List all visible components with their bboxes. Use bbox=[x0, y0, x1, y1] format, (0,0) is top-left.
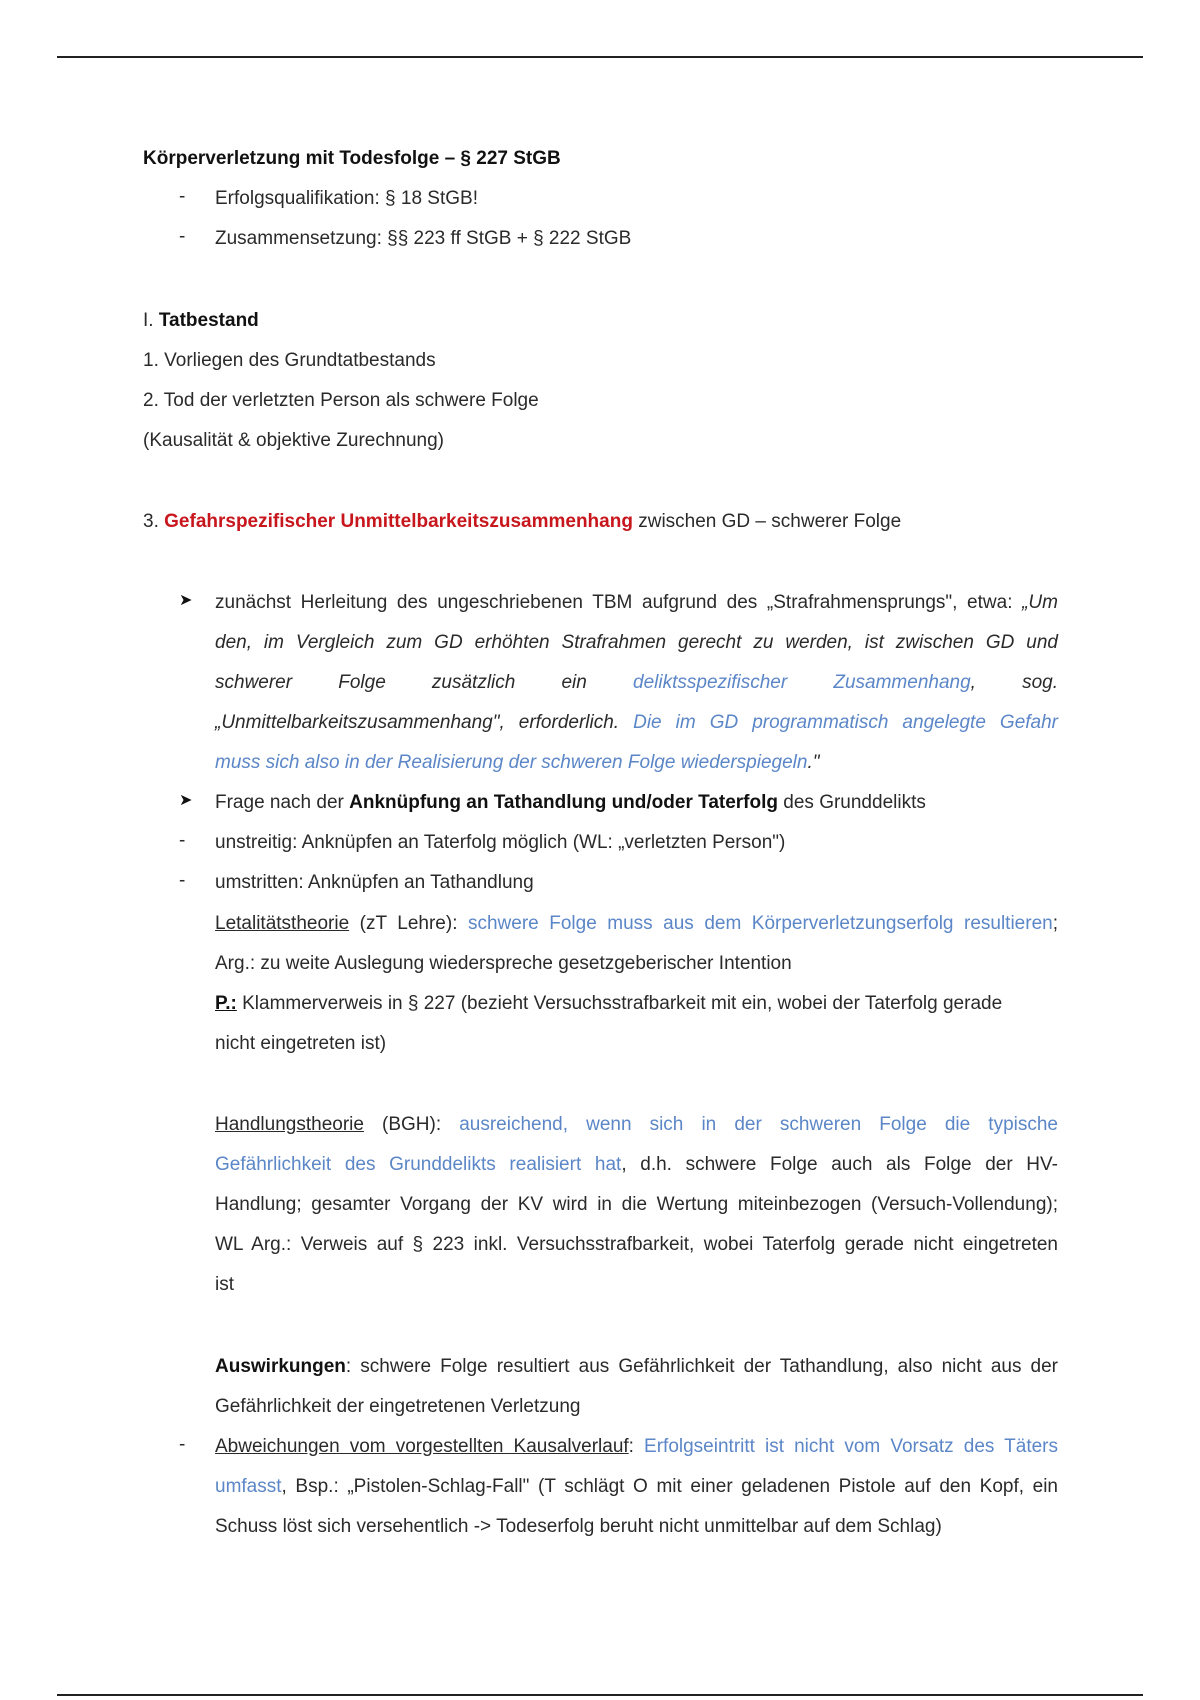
arrow-bullet-icon: ➤ bbox=[179, 592, 193, 609]
intro-item: Zusammensetzung: §§ 223 ff StGB + § 222 StGB bbox=[215, 228, 632, 249]
intro-item: Erfolgsqualifikation: § 18 StGB! bbox=[215, 188, 478, 209]
bottom-rule bbox=[57, 1694, 1143, 1696]
letal-line1: Letalitätstheorie (zT Lehre): schwere Folge muss aus dem Körperverletzungserfolg resultieren; bbox=[215, 913, 1058, 934]
letal-problem: P.: Klammerverweis in § 227 (bezieht Versuchsstrafbarkeit mit ein, wobei der Taterfolg gerade bbox=[215, 993, 1003, 1014]
arrow-bullet-icon: ➤ bbox=[179, 792, 193, 809]
dash-bullet: - bbox=[179, 226, 186, 247]
arrow1-line2: den, im Vergleich zum GD erhöhten Strafrahmen gerecht zu werden, ist zwischen GD und bbox=[215, 632, 1058, 653]
dash-bullet: - bbox=[179, 830, 186, 851]
page-heading: Körperverletzung mit Todesfolge – § 227 StGB bbox=[143, 148, 561, 169]
deviation-line3: Schuss löst sich versehentlich -> Todeserfolg beruht nicht unmittelbar auf dem Schlag) bbox=[215, 1516, 942, 1537]
top-rule bbox=[57, 56, 1143, 58]
effects-line1: Auswirkungen: schwere Folge resultiert aus Gefährlichkeit der Tathandlung, also nicht aus der bbox=[215, 1356, 1058, 1377]
point-1: 1. Vorliegen des Grundtatbestands bbox=[143, 350, 436, 371]
point-3: 3. Gefahrspezifischer Unmittelbarkeitszusammenhang zwischen GD – schwerer Folge bbox=[143, 511, 902, 532]
letal-arg: Arg.: zu weite Auslegung wiederspreche gesetzgeberischer Intention bbox=[215, 953, 792, 974]
disputed-item: umstritten: Anknüpfen an Tathandlung bbox=[215, 872, 534, 893]
arrow1-line5: muss sich also in der Realisierung der schweren Folge wiederspiegeln." bbox=[215, 752, 820, 773]
section-heading: I. Tatbestand bbox=[143, 310, 259, 331]
handlung-line5: ist bbox=[215, 1274, 234, 1295]
arrow1-line3: schwerer Folge zusätzlich ein deliktsspezifischer Zusammenhang, sog. bbox=[215, 672, 1059, 693]
letal-problem-line2: nicht eingetreten ist) bbox=[215, 1033, 387, 1054]
deviation-line1: Abweichungen vom vorgestellten Kausalverlauf: Erfolgseintritt ist nicht vom Vorsatz des Täters bbox=[215, 1436, 1058, 1457]
point-2: 2. Tod der verletzten Person als schwere Folge bbox=[143, 390, 539, 411]
deviation-line2: umfasst, Bsp.: „Pistolen-Schlag-Fall" (T schlägt O mit einer geladenen Pistole auf den Kopf, ein bbox=[215, 1476, 1058, 1497]
handlung-line3: Handlung; gesamter Vorgang der KV wird in die Wertung miteinbezogen (Versuch-Vollendung); bbox=[215, 1194, 1058, 1215]
dash-bullet: - bbox=[179, 1434, 186, 1455]
arrow1-line1: zunächst Herleitung des ungeschriebenen TBM aufgrund des „Strafrahmensprungs", etwa: „Um bbox=[215, 592, 1058, 613]
undisputed-item: unstreitig: Anknüpfen an Taterfolg möglich (WL: „verletzten Person") bbox=[215, 832, 786, 853]
effects-line2: Gefährlichkeit der eingetretenen Verletzung bbox=[215, 1396, 581, 1417]
point-2-note: (Kausalität & objektive Zurechnung) bbox=[143, 430, 444, 451]
handlung-line4: WL Arg.: Verweis auf § 223 inkl. Versuchsstrafbarkeit, wobei Taterfolg gerade nicht eingetreten bbox=[215, 1234, 1058, 1255]
dash-bullet: - bbox=[179, 870, 186, 891]
handlung-line1: Handlungstheorie (BGH): ausreichend, wenn sich in der schweren Folge die typische bbox=[215, 1114, 1058, 1135]
arrow1-line4: „Unmittelbarkeitszusammenhang", erforderlich. Die im GD programmatisch angelegte Gefahr bbox=[215, 712, 1058, 733]
handlung-line2: Gefährlichkeit des Grunddelikts realisiert hat, d.h. schwere Folge auch als Folge der HV- bbox=[215, 1154, 1058, 1175]
dash-bullet: - bbox=[179, 186, 186, 207]
arrow2-line: Frage nach der Anknüpfung an Tathandlung und/oder Taterfolg des Grunddelikts bbox=[215, 792, 926, 813]
